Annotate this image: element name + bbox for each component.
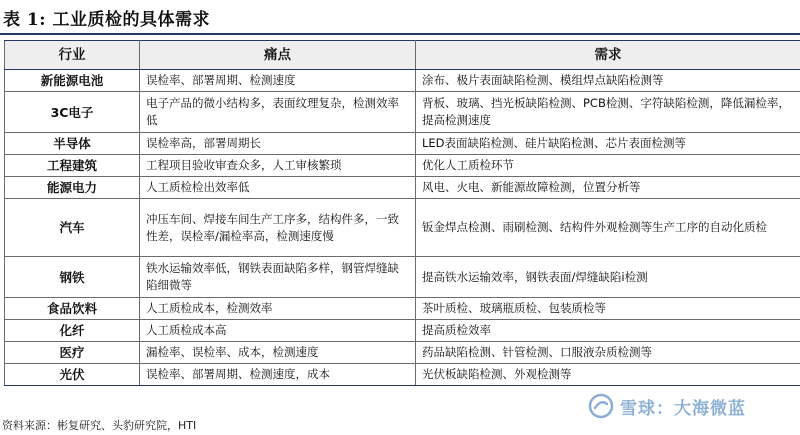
industry-cell: 半导体	[5, 133, 140, 155]
industry-cell: 钢铁	[5, 257, 140, 298]
industry-cell: 3C电子	[5, 92, 140, 133]
pain-cell: 人工质检检出效率低	[140, 177, 416, 199]
table-row	[5, 257, 800, 298]
need-cell: 提高质检效率	[416, 320, 800, 342]
need-cell: 优化人工质检环节	[416, 155, 800, 177]
table-title-bar	[0, 0, 800, 35]
pain-cell: 铁水运输效率低，钢铁表面缺陷多样，钢管焊缝缺陷细微等	[140, 257, 416, 298]
table-row	[5, 199, 800, 257]
table-row	[5, 155, 800, 177]
table-row	[5, 364, 800, 386]
industry-cell: 工程建筑	[5, 155, 140, 177]
pain-cell: 误检率、部署周期、检测速度，成本	[140, 364, 416, 386]
need-cell: 钣金焊点检测、雨刷检测、结构件外观检测等生产工序的自动化质检	[416, 199, 800, 257]
pain-cell: 工程项目验收审查众多，人工审核繁琐	[140, 155, 416, 177]
industry-cell: 食品饮料	[5, 298, 140, 320]
need-cell: 背板、玻璃、挡光板缺陷检测、PCB检测、字符缺陷检测，降低漏检率，提高检测速度	[416, 92, 800, 133]
requirements-table	[4, 40, 800, 386]
table-row	[5, 298, 800, 320]
header-needs: 需求	[416, 41, 800, 70]
industry-cell: 化纤	[5, 320, 140, 342]
industry-cell: 光伏	[5, 364, 140, 386]
snowball-logo-icon	[588, 393, 614, 419]
pain-cell: 冲压车间、焊接车间生产工序多，结构件多，一致性差，误检率/漏检率高，检测速度慢	[140, 199, 416, 257]
industry-cell: 汽车	[5, 199, 140, 257]
table-row	[5, 342, 800, 364]
industry-cell: 新能源电池	[5, 70, 140, 92]
watermark-text: 雪球：大海微蓝	[620, 398, 746, 419]
table-row	[5, 320, 800, 342]
header-row	[5, 41, 800, 70]
pain-cell: 漏检率、误检率、成本，检测速度	[140, 342, 416, 364]
need-cell: 药品缺陷检测、针管检测、口服液杂质检测等	[416, 342, 800, 364]
source-note: 资料来源：彬复研究、头豹研究院，HTI	[2, 419, 197, 432]
need-cell: 提高铁水运输效率，钢铁表面/焊缝缺陷i检测	[416, 257, 800, 298]
header-pain-points: 痛点	[140, 41, 416, 70]
industry-cell: 能源电力	[5, 177, 140, 199]
table-title: 表 1: 工业质检的具体需求	[3, 10, 210, 30]
pain-cell: 误检率、部署周期、检测速度	[140, 70, 416, 92]
pain-cell: 误检率高，部署周期长	[140, 133, 416, 155]
need-cell: 茶叶质检、玻璃瓶质检、包装质检等	[416, 298, 800, 320]
need-cell: LED表面缺陷检测、硅片缺陷检测、芯片表面检测等	[416, 133, 800, 155]
table-row	[5, 92, 800, 133]
table-row	[5, 70, 800, 92]
need-cell: 光伏板缺陷检测、外观检测等	[416, 364, 800, 386]
pain-cell: 人工质检成本高	[140, 320, 416, 342]
need-cell: 风电、火电、新能源故障检测，位置分析等	[416, 177, 800, 199]
need-cell: 涂布、极片表面缺陷检测、模组焊点缺陷检测等	[416, 70, 800, 92]
pain-cell: 电子产品的微小结构多，表面纹理复杂，检测效率低	[140, 92, 416, 133]
table-row	[5, 133, 800, 155]
watermark	[588, 392, 798, 420]
industry-cell: 医疗	[5, 342, 140, 364]
table-row	[5, 177, 800, 199]
header-industry: 行业	[5, 41, 140, 70]
pain-cell: 人工质检成本，检测效率	[140, 298, 416, 320]
